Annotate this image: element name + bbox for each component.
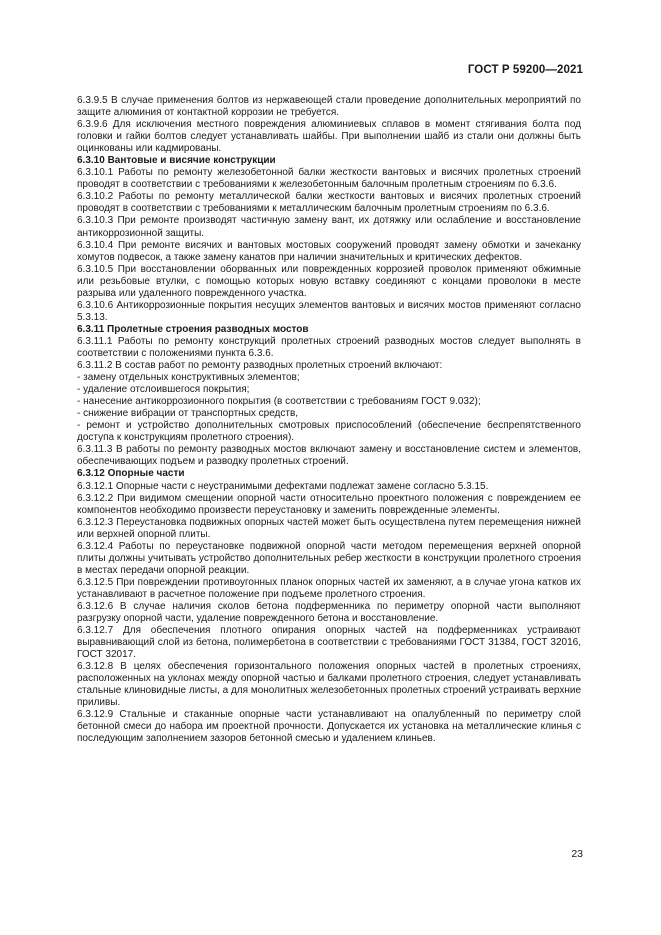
list-item: - снижение вибрации от транспортных средств,	[77, 408, 299, 420]
section-heading: 6.3.12 Опорные части	[77, 468, 185, 480]
paragraph: 6.3.10.4 При ремонте висячих и вантовых мостовых сооружений проводят замену обмотки и зачеканку хомутов подвесок, а также замену канатов при наличии значительных и критических дефектов.	[77, 239, 581, 263]
paragraph: 6.3.12.2 При видимом смещении опорной части относительно проектного положения с повреждением ее компонентов необходимо произвести переустановку и заменить поврежденные элементы.	[77, 492, 581, 516]
section-heading: 6.3.11 Пролетные строения разводных мостов	[77, 323, 309, 335]
paragraph: 6.3.12.6 В случае наличия сколов бетона подферменника по периметру опорной части выполняют разгрузку опорной части, удаление поврежденного бетона и восстановление.	[77, 600, 581, 625]
paragraph: 6.3.12.8 В целях обеспечения горизонтального положения опорных частей в пролетных строениях, расположенных на уклонах между опорной частью и балками пролетного строения, следует устанавливать стальные клиновидные листы, а для монолитных железобетонных пролетных строений устраивать верхние приливы.	[77, 661, 582, 709]
paragraph: 6.3.12.9 Стальные и стаканные опорные части устанавливают на опалубленный по периметру слой бетонной смеси до набора им проектной прочности. Допускается их установка на металлические клинья с последующим заполнением зазоров бетонной смесью и удалением клиньев.	[77, 709, 581, 745]
paragraph: 6.3.10.1 Работы по ремонту железобетонной балки жесткости вантовых и висячих пролетных строений проводят в соответствии с требованиями к железобетонным балочным пролетным строениям по 6.3.6.	[77, 167, 581, 191]
section-heading: 6.3.10 Вантовые и висячие конструкции	[77, 155, 276, 167]
list-item: - нанесение антикоррозионного покрытия (в соответствии с требованиям ГОСТ 9.032);	[77, 396, 481, 408]
page-number: 23	[571, 848, 583, 860]
paragraph: 6.3.12.4 Работы по переустановке подвижной опорной части методом перемещения верхней опорной плиты должны учитывать устройство дополнительных ребер жесткости в конструкции пролетного строения в местах передачи опорной реакции.	[77, 540, 581, 576]
paragraph: 6.3.10.6 Антикоррозионные покрытия несущих элементов вантовых и висячих мостов применяют согласно 5.3.13.	[77, 299, 581, 323]
paragraph: 6.3.10.3 При ремонте производят частичную замену вант, их дотяжку или ослабление и восстановление антикоррозионной защиты.	[77, 215, 581, 239]
paragraph: 6.3.9.6 Для исключения местного повреждения алюминиевых сплавов в момент стягивания болта под головки и гайки болтов следует устанавливать шайбы. При выполнении шайб из стали они должны быть оцинкованы или кадмированы.	[77, 119, 581, 155]
list-item: - ремонт и устройство дополнительных смотровых приспособлений (обеспечение беспрепятственного доступа к конструкциям пролетного строения).	[77, 420, 581, 444]
paragraph: 6.3.12.1 Опорные части с неустранимыми дефектами подлежат замене согласно 5.3.15.	[77, 480, 489, 492]
paragraph: 6.3.11.1 Работы по ремонту конструкций пролетных строений разводных мостов следует выполнять в соответствии с положениями пункта 6.3.6.	[77, 335, 581, 359]
paragraph: 6.3.10.5 При восстановлении оборванных или поврежденных коррозией проволок применяют обжимные или резьбовые втулки, с помощью которых новую вставку соединяют с концами проволоки в месте разрыва или удаленного поврежденного участка.	[77, 263, 581, 299]
paragraph: 6.3.9.5 В случае применения болтов из нержавеющей стали проведение дополнительных мероприятий по защите алюминия от контактной коррозии не требуется.	[77, 95, 581, 119]
list-item: - замену отдельных конструктивных элементов;	[77, 372, 300, 384]
paragraph: 6.3.12.3 Переустановка подвижных опорных частей может быть осуществлена путем перемещения нижней или верхней опорной плиты.	[77, 516, 581, 540]
list-item: - удаление отслоившегося покрытия;	[77, 384, 250, 396]
document-body	[77, 95, 581, 746]
paragraph: 6.3.12.7 Для обеспечения плотного опирания опорных частей на подферменниках устраивают выравнивающий слой из бетона, полимербетона в соответствии с требованиями ГОСТ 31384, ГОСТ 32016, ГОСТ 32017.	[77, 625, 581, 661]
paragraph: 6.3.11.2 В состав работ по ремонту разводных пролетных строений включают:	[77, 360, 443, 372]
paragraph: 6.3.10.2 Работы по ремонту металлической балки жесткости вантовых и висячих пролетных строений проводят в соответствии с требованиями к металлическим балочным пролетным строениям по 6.3.6.	[77, 191, 581, 215]
paragraph: 6.3.11.3 В работы по ремонту разводных мостов включают замену и восстановление систем и элементов, обеспечивающих подъем и разводку пролетных строений.	[77, 444, 581, 468]
paragraph: 6.3.12.5 При повреждении противоугонных планок опорных частей их заменяют, а в случае угона катков их устанавливают в расчетное положение при подъеме пролетного строения.	[77, 576, 581, 600]
document-header: ГОСТ Р 59200—2021	[467, 64, 583, 76]
